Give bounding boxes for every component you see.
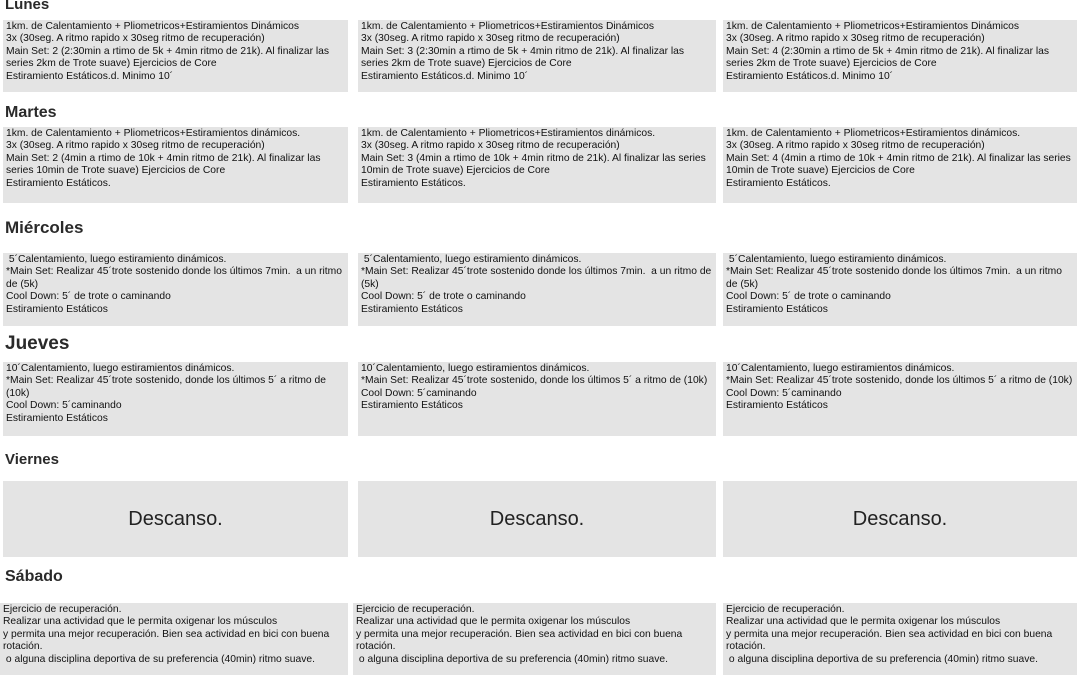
workout-line: 1km. de Calentamiento + Pliometricos+Estiramientos Dinámicos: [6, 21, 300, 32]
workout-line: Cool Down: 5´ de trote o caminando: [6, 291, 171, 303]
workout-line: Cool Down: 5´caminando: [361, 387, 477, 399]
workout-line: Main Set: 2 (2:30min a rtimo de 5k + 4min ritmo de 21k). Al finalizar las series 2km de Trote suave) Ejercicios de Core: [6, 45, 332, 70]
workout-cell: [358, 362, 716, 436]
workout-line: 1km. de Calentamiento + Pliometricos+Estiramientos Dinámicos: [726, 21, 1020, 32]
workout-line: Estiramiento Estáticos: [726, 400, 828, 412]
workout-line: y permita una mejor recuperación. Bien sea actividad en bici con buena rotación.: [356, 628, 686, 653]
workout-line: 10´Calentamiento, luego estiramientos dinámicos.: [6, 363, 235, 374]
day-title-viernes: Viernes: [5, 451, 59, 468]
workout-cell: [3, 253, 348, 326]
rest-day-cell: [3, 481, 348, 557]
workout-line: Cool Down: 5´caminando: [6, 400, 122, 412]
workout-cell: [723, 253, 1077, 326]
workout-line: Estiramiento Estáticos.: [726, 177, 831, 189]
workout-line: 5´Calentamiento, luego estiramiento dinámicos.: [6, 254, 227, 265]
workout-line: Estiramiento Estáticos: [361, 303, 463, 315]
day-title-miercoles: Miércoles: [5, 218, 84, 237]
day-title-martes: Martes: [5, 104, 57, 121]
workout-line: Cool Down: 5´ de trote o caminando: [361, 291, 526, 303]
workout-line: Cool Down: 5´caminando: [726, 387, 842, 399]
workout-line: Realizar una actividad que le permita oxigenar los músculos: [3, 616, 278, 628]
workout-line: 5´Calentamiento, luego estiramiento dinámicos.: [726, 254, 947, 265]
workout-line: Main Set: 4 (4min a rtimo de 10k + 4min ritmo de 21k). Al finalizar las series 10min de Trote suave) Ejercicios de Core: [726, 152, 1074, 177]
workout-line: Estiramiento Estáticos: [6, 412, 108, 424]
workout-line: 3x (30seg. A ritmo rapido x 30seg ritmo de recuperación): [6, 140, 265, 152]
workout-line: o alguna disciplina deportiva de su preferencia (40min) ritmo suave.: [356, 653, 668, 665]
workout-cell: [723, 20, 1077, 92]
workout-cell: [3, 362, 348, 436]
workout-line: 3x (30seg. A ritmo rapido x 30seg ritmo de recuperación): [726, 33, 985, 45]
workout-line: Main Set: 2 (4min a rtimo de 10k + 4min ritmo de 21k). Al finalizar las series 10min de Trote suave) Ejercicios de Core: [6, 152, 324, 177]
workout-cell: [358, 20, 716, 92]
workout-line: 10´Calentamiento, luego estiramientos dinámicos.: [361, 363, 590, 374]
workout-line: *Main Set: Realizar 45´trote sostenido, donde los últimos 5´ a ritmo de (10k): [361, 375, 708, 387]
workout-line: o alguna disciplina deportiva de su preferencia (40min) ritmo suave.: [3, 653, 315, 665]
workout-line: Realizar una actividad que le permita oxigenar los músculos: [726, 616, 1001, 628]
rest-day-cell: [358, 481, 716, 557]
workout-line: 1km. de Calentamiento + Pliometricos+Estiramientos Dinámicos: [361, 21, 655, 32]
day-title-sabado: Sábado: [5, 568, 63, 585]
workout-line: Estiramiento Estáticos.d. Minimo 10´: [726, 70, 894, 82]
workout-line: *Main Set: Realizar 45´trote sostenido, donde los últimos 5´ a ritmo de (10k): [726, 375, 1073, 387]
workout-cell: [358, 127, 716, 203]
workout-line: Cool Down: 5´ de trote o caminando: [726, 291, 891, 303]
workout-line: *Main Set: Realizar 45´trote sostenido, donde los últimos 5´ a ritmo de (10k): [6, 375, 329, 399]
rest-label: Descanso.: [128, 507, 223, 530]
workout-line: Main Set: 4 (2:30min a rtimo de 5k + 4min ritmo de 21k). Al finalizar las series 2km de Trote suave) Ejercicios de Core: [726, 45, 1052, 70]
workout-line: Estiramiento Estáticos: [361, 400, 463, 412]
workout-cell: [723, 362, 1077, 436]
workout-cell: [0, 603, 348, 675]
workout-line: Ejercicio de recuperación.: [3, 604, 122, 615]
workout-line: Estiramiento Estáticos.: [6, 177, 111, 189]
workout-line: Ejercicio de recuperación.: [726, 604, 845, 615]
workout-line: *Main Set: Realizar 45´trote sostenido donde los últimos 7min. a un ritmo de (5k): [726, 266, 1065, 290]
workout-line: Estiramiento Estáticos.d. Minimo 10´: [6, 70, 174, 82]
rest-label: Descanso.: [852, 507, 948, 530]
workout-line: Estiramiento Estáticos: [726, 303, 828, 315]
rest-day-cell: [723, 481, 1077, 557]
workout-line: 3x (30seg. A ritmo rapido x 30seg ritmo de recuperación): [361, 33, 620, 45]
workout-line: 5´Calentamiento, luego estiramiento dinámicos.: [361, 254, 582, 265]
rest-label: Descanso.: [489, 507, 585, 530]
workout-line: y permita una mejor recuperación. Bien sea actividad en bici con buena rotación.: [726, 628, 1056, 653]
workout-line: 3x (30seg. A ritmo rapido x 30seg ritmo de recuperación): [361, 140, 620, 152]
workout-cell: [358, 253, 716, 326]
workout-line: Realizar una actividad que le permita oxigenar los músculos: [356, 616, 631, 628]
workout-line: Estiramiento Estáticos.: [361, 177, 466, 189]
workout-line: Main Set: 3 (4min a rtimo de 10k + 4min ritmo de 21k). Al finalizar las series 10min de Trote suave) Ejercicios de Core: [361, 152, 709, 177]
workout-line: *Main Set: Realizar 45´trote sostenido donde los últimos 7min. a un ritmo de (5k): [6, 266, 345, 290]
workout-cell: [3, 127, 348, 203]
workout-cell: [3, 20, 348, 92]
workout-line: *Main Set: Realizar 45´trote sostenido donde los últimos 7min. a un ritmo de (5k): [361, 266, 715, 290]
workout-line: Estiramiento Estáticos: [6, 303, 108, 315]
workout-line: 3x (30seg. A ritmo rapido x 30seg ritmo de recuperación): [6, 33, 265, 45]
workout-line: Estiramiento Estáticos.d. Minimo 10´: [361, 70, 529, 82]
workout-line: 3x (30seg. A ritmo rapido x 30seg ritmo de recuperación): [726, 140, 985, 152]
workout-line: 1km. de Calentamiento + Pliometricos+Estiramientos dinámicos.: [726, 128, 1021, 139]
workout-cell: [723, 603, 1077, 675]
workout-line: Ejercicio de recuperación.: [356, 604, 475, 615]
workout-line: y permita una mejor recuperación. Bien sea actividad en bici con buena rotación.: [3, 628, 333, 653]
day-title-lunes: Lunes: [5, 0, 50, 13]
workout-line: o alguna disciplina deportiva de su preferencia (40min) ritmo suave.: [726, 653, 1038, 665]
day-title-jueves: Jueves: [5, 333, 70, 354]
workout-cell: [353, 603, 716, 675]
workout-line: 1km. de Calentamiento + Pliometricos+Estiramientos dinámicos.: [361, 128, 656, 139]
workout-line: 10´Calentamiento, luego estiramientos dinámicos.: [726, 363, 955, 374]
workout-line: 1km. de Calentamiento + Pliometricos+Estiramientos dinámicos.: [6, 128, 301, 139]
workout-line: Main Set: 3 (2:30min a rtimo de 5k + 4min ritmo de 21k). Al finalizar las series 2km de Trote suave) Ejercicios de Core: [361, 45, 687, 70]
workout-cell: [723, 127, 1077, 203]
